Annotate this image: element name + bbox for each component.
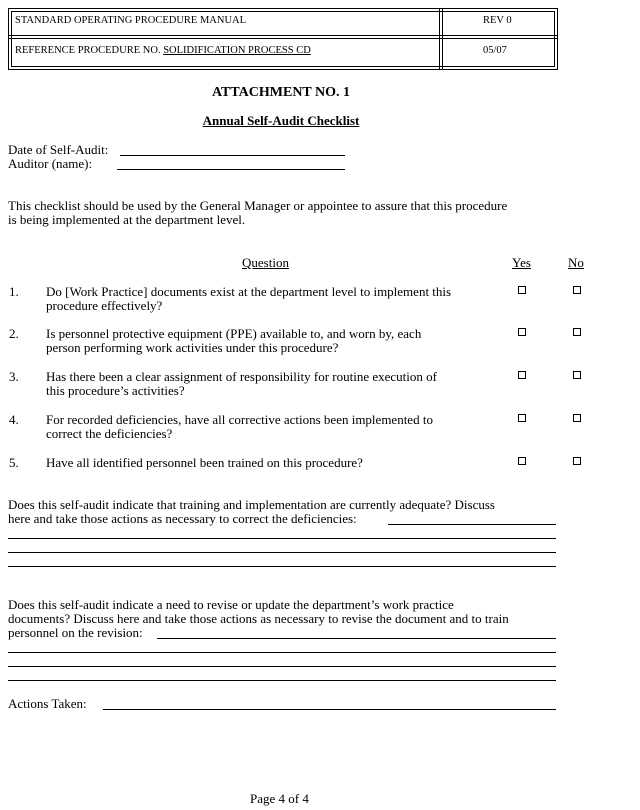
yes-checkbox[interactable] bbox=[518, 414, 526, 422]
yes-checkbox[interactable] bbox=[518, 286, 526, 294]
header-table bbox=[8, 8, 558, 70]
question-text: correct the deficiencies? bbox=[46, 426, 173, 441]
revise-response-line[interactable] bbox=[8, 680, 556, 681]
yes-checkbox[interactable] bbox=[518, 328, 526, 336]
actions-field[interactable] bbox=[103, 709, 556, 710]
question-text: Do [Work Practice] documents exist at the department level to implement this bbox=[46, 284, 452, 299]
revise-prompt: documents? Discuss here and take those actions as necessary to revise the document and to train bbox=[8, 611, 509, 626]
column-no: No bbox=[568, 255, 584, 270]
revise-prompt: personnel on the revision: bbox=[8, 625, 143, 640]
question-text: Has there been a clear assignment of responsibility for routine execution of bbox=[46, 369, 437, 384]
training-response-line[interactable] bbox=[8, 538, 556, 539]
training-response-line[interactable] bbox=[8, 566, 556, 567]
auditor-field[interactable] bbox=[117, 169, 345, 170]
question-text: person performing work activities under this procedure? bbox=[46, 340, 339, 355]
reference-name: SOLIDIFICATION PROCESS CD bbox=[163, 45, 311, 56]
column-yes: Yes bbox=[512, 255, 531, 270]
intro-line: is being implemented at the department level. bbox=[8, 212, 246, 227]
no-checkbox[interactable] bbox=[573, 328, 581, 336]
revise-response-line[interactable] bbox=[157, 638, 556, 639]
header-date: 05/07 bbox=[483, 45, 507, 56]
attachment-title: ATTACHMENT NO. 1 bbox=[211, 85, 351, 100]
question-number: 2. bbox=[9, 326, 19, 341]
actions-label: Actions Taken: bbox=[8, 696, 87, 711]
intro-line: This checklist should be used by the General Manager or appointee to assure that this procedure bbox=[8, 198, 508, 213]
checklist-title: Annual Self-Audit Checklist bbox=[202, 113, 360, 128]
yes-checkbox[interactable] bbox=[518, 371, 526, 379]
yes-checkbox[interactable] bbox=[518, 457, 526, 465]
date-label: Date of Self-Audit: bbox=[8, 142, 109, 157]
page-number: Page 4 of 4 bbox=[250, 791, 309, 806]
header-divider bbox=[9, 38, 557, 39]
reference-prefix: REFERENCE PROCEDURE NO. bbox=[15, 45, 161, 56]
revision: REV 0 bbox=[483, 15, 512, 26]
no-checkbox[interactable] bbox=[573, 457, 581, 465]
reference-procedure bbox=[15, 45, 311, 56]
no-checkbox[interactable] bbox=[573, 286, 581, 294]
manual-title: STANDARD OPERATING PROCEDURE MANUAL bbox=[15, 15, 247, 26]
question-number: 3. bbox=[9, 369, 19, 384]
training-response-line[interactable] bbox=[388, 524, 556, 525]
auditor-label: Auditor (name): bbox=[8, 156, 93, 171]
question-text: Is personnel protective equipment (PPE) available to, and worn by, each bbox=[46, 326, 422, 341]
header-divider bbox=[442, 9, 443, 69]
header-divider bbox=[9, 35, 557, 36]
date-field[interactable] bbox=[120, 155, 345, 156]
question-text: For recorded deficiencies, have all corrective actions been implemented to bbox=[46, 412, 433, 427]
question-number: 4. bbox=[9, 412, 19, 427]
training-prompt: Does this self-audit indicate that training and implementation are currently adequate? Discuss bbox=[8, 497, 495, 512]
revise-prompt: Does this self-audit indicate a need to revise or update the department’s work practice bbox=[8, 597, 454, 612]
revise-response-line[interactable] bbox=[8, 652, 556, 653]
question-text: procedure effectively? bbox=[46, 298, 163, 313]
column-question: Question bbox=[242, 255, 289, 270]
question-text: this procedure’s activities? bbox=[46, 383, 185, 398]
question-number: 1. bbox=[9, 284, 19, 299]
training-response-line[interactable] bbox=[8, 552, 556, 553]
training-prompt: here and take those actions as necessary to correct the deficiencies: bbox=[8, 511, 357, 526]
question-text: Have all identified personnel been trained on this procedure? bbox=[46, 455, 363, 470]
no-checkbox[interactable] bbox=[573, 371, 581, 379]
no-checkbox[interactable] bbox=[573, 414, 581, 422]
header-divider bbox=[439, 9, 440, 69]
revise-response-line[interactable] bbox=[8, 666, 556, 667]
question-number: 5. bbox=[9, 455, 19, 470]
